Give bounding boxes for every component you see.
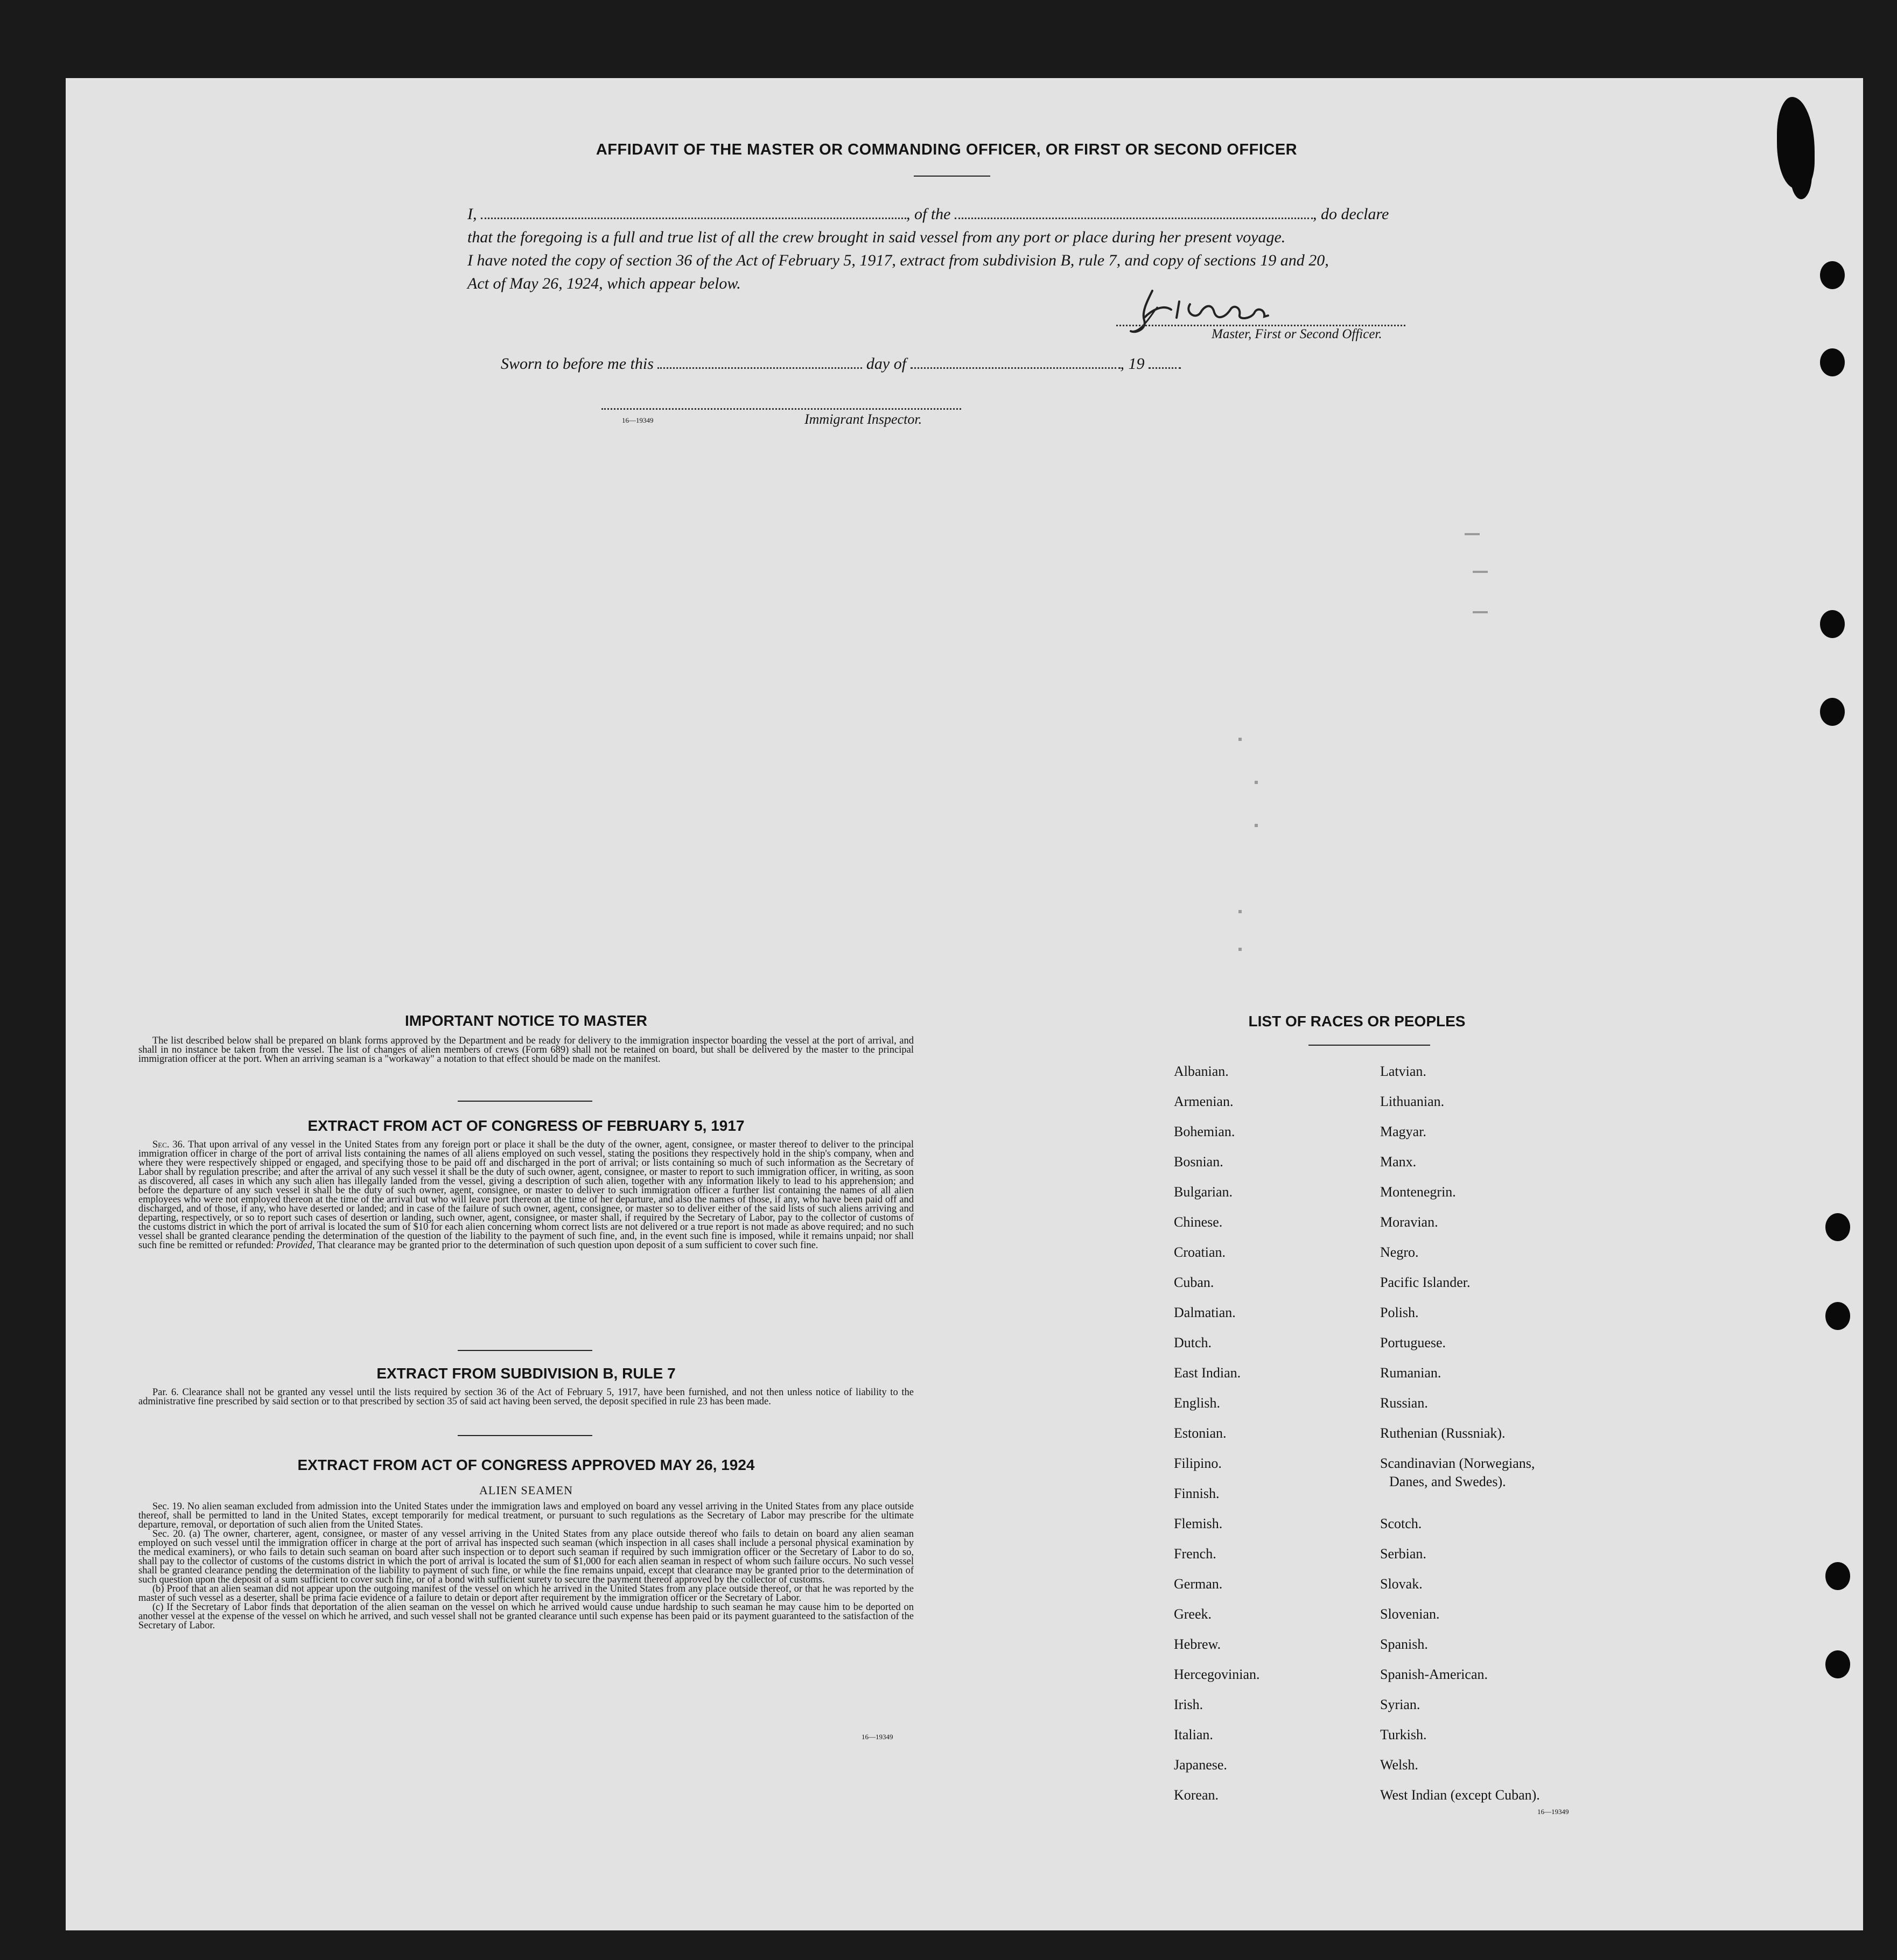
sworn-prefix: Sworn to before me this	[501, 355, 654, 373]
race-item: Croatian.	[1174, 1244, 1226, 1260]
race-item: Syrian.	[1380, 1697, 1420, 1712]
affidavit-title: AFFIDAVIT OF THE MASTER OR COMMANDING OFFICER, OR FIRST OR SECOND OFFICER	[596, 141, 1298, 158]
races-title: LIST OF RACES OR PEOPLES	[1248, 1013, 1466, 1030]
bleed-through-mark	[1238, 738, 1242, 741]
races-form-number: 16—19349	[1537, 1808, 1569, 1816]
section-divider	[458, 1350, 592, 1351]
sec20a-paragraph: Sec. 20. (a) The owner, charterer, agent, consignee, or master of any vessel arriving in the United States from any place outside thereof who fails to detain on board any alien seaman employed on such vessel until the immigration officer in charge at the port of arrival has inspected such seaman (which inspection in all cases shall include a personal physical examination by the medical examiners), or who fails to detain such seaman on board after such inspection or to deport such seaman if required by such immigration officer or the Secretary of Labor to do so, shall pay to the collector of customs of the customs district in which the port of arrival is located the sum of $1,000 for each alien seaman in respect of whom such failure occurs. No such vessel shall be granted clearance pending the determination of the liability to payment of such fine, or while the fine remains unpaid, except that clearance may be granted prior to the determination of such question upon the deposit of a sum sufficient to cover such fine, or of a bond with sufficient surety to secure the payment thereof approved by the collector of customs.	[138, 1529, 914, 1585]
races-title-underline	[1308, 1045, 1430, 1046]
punch-hole	[1820, 261, 1845, 289]
race-item: East Indian.	[1174, 1365, 1241, 1381]
signature-caption: Master, First or Second Officer.	[1212, 327, 1382, 341]
race-item: Rumanian.	[1380, 1365, 1441, 1381]
sec20b-paragraph: (b) Proof that an alien seaman did not appear upon the outgoing manifest of the vessel on which he arrived in the United States from any place outside thereof, or that he was reported by the master of such vessel as a deserter, shall be prima facie evidence of a failure to detain or deport after requirement by the immigration officer or the Secretary of Labor.	[138, 1584, 914, 1604]
race-item: English.	[1174, 1395, 1220, 1411]
race-item: Armenian.	[1174, 1094, 1234, 1109]
vessel-blank[interactable]	[955, 218, 1313, 219]
race-item: Scotch.	[1380, 1516, 1422, 1531]
race-item: Slovak.	[1380, 1576, 1423, 1592]
race-item: Ruthenian (Russniak).	[1380, 1425, 1506, 1441]
section-divider	[458, 1435, 592, 1436]
extract-1917-body: That upon arrival of any vessel in the United States from any foreign port or place it shall be the duty of the owner, agent, consignee, or master thereof to deliver to the principal immigration officer in charge of the port of arrival lists containing the names of all aliens employed on such vessel, stating the positions they respectively hold in the ship's company, when and where they were respectively shipped or engaged, and specifying those to be paid off and discharged in the port of arrival; or lists containing so much of such information as the Secretary of Labor shall by regulation prescribe; and after the arrival of any such vessel it shall be the duty of such owner, agent, consignee, or master to report to such immigration officer, in writing, as soon as discovered, all cases in which any such alien has illegally landed from the vessel, giving a description of such alien, together with any information likely to lead to his apprehension; and before the departure of any such vessel it shall be the duty of such owner, agent, consignee, or master to deliver to such immigration officer a further list containing the names of all alien employees who were not employed thereon at the time of the arrival but who will leave port thereon at the time of her departure, and also the names of those, if any, who have been paid off and discharged, and of those, if any, who have deserted or landed; and in case of the failure of such owner, agent, consignee, or master so to deliver either of the said lists of such aliens arriving and departing, respectively, or so to report such cases of desertion or landing, such owner, agent, consignee, or master shall, if required by the Secretary of Labor, pay to the collector of customs of the customs district in which the port of arrival is located the sum of $10 for each alien concerning whom correct lists are not delivered or a true report is not made as above required; and no such vessel shall be granted clearance pending the determination of the question of the liability to the payment of such fine, and, in the event such fine is imposed, while it remains unpaid; nor shall such fine be remitted or refunded:	[138, 1139, 914, 1251]
extract-rule7-text	[138, 1388, 914, 1406]
race-item: Spanish.	[1380, 1636, 1428, 1652]
bleed-through-mark	[1255, 824, 1258, 827]
sworn-month-blank[interactable]	[911, 367, 1121, 369]
race-item: Negro.	[1380, 1244, 1419, 1260]
race-item: Chinese.	[1174, 1214, 1223, 1230]
extract-1917-title: EXTRACT FROM ACT OF CONGRESS OF FEBRUARY 5, 1917	[307, 1117, 745, 1134]
race-item: French.	[1174, 1546, 1216, 1562]
race-item: Estonian.	[1174, 1425, 1227, 1441]
race-item: Serbian.	[1380, 1546, 1426, 1562]
race-item: Portuguese.	[1380, 1335, 1446, 1350]
extract-1917-paragraph	[138, 1140, 914, 1250]
race-item: Danes, and Swedes).	[1389, 1474, 1506, 1489]
signature-line	[1116, 325, 1405, 326]
punch-hole	[1820, 610, 1845, 638]
race-item: Scandinavian (Norwegians,	[1380, 1455, 1535, 1471]
race-item: Montenegrin.	[1380, 1184, 1456, 1200]
race-item: Cuban.	[1174, 1275, 1214, 1290]
race-item: West Indian (except Cuban).	[1380, 1787, 1540, 1803]
affidavit-line-3: I have noted the copy of section 36 of the Act of February 5, 1917, extract from subdivision B, rule 7, and copy of sections 19 and 20,	[467, 251, 1329, 269]
race-item: Manx.	[1380, 1154, 1417, 1170]
affidavit-declare: , do declare	[1313, 205, 1389, 223]
race-item: Filipino.	[1174, 1455, 1222, 1471]
race-item: Welsh.	[1380, 1757, 1418, 1773]
punch-hole	[1820, 348, 1845, 376]
race-item: Greek.	[1174, 1606, 1212, 1622]
race-item: Latvian.	[1380, 1063, 1426, 1079]
punch-hole	[1825, 1562, 1850, 1590]
race-item: German.	[1174, 1576, 1223, 1592]
punch-hole	[1825, 1302, 1850, 1330]
bleed-through-mark	[1465, 533, 1480, 535]
bleed-through-mark	[1238, 910, 1242, 913]
punch-hole	[1820, 698, 1845, 726]
extract-form-number: 16—19349	[862, 1733, 893, 1741]
race-item: Bohemian.	[1174, 1124, 1235, 1139]
race-item: Finnish.	[1174, 1486, 1220, 1501]
race-item: Turkish.	[1380, 1727, 1427, 1742]
affidavit-of-the: , of the	[906, 205, 951, 223]
race-item: Slovenian.	[1380, 1606, 1440, 1622]
race-item: Polish.	[1380, 1305, 1419, 1320]
sworn-year-blank[interactable]	[1149, 367, 1181, 369]
notice-text	[138, 1037, 914, 1064]
extract-1924-subtitle: ALIEN SEAMEN	[479, 1483, 573, 1497]
extract-1917-sec: Sec. 36.	[152, 1139, 185, 1150]
sworn-year: , 19	[1120, 355, 1145, 373]
race-item: Hebrew.	[1174, 1636, 1221, 1652]
affidavit-i: I,	[467, 205, 477, 223]
punch-hole	[1825, 1650, 1850, 1678]
affidavit-form-number: 16—19349	[622, 416, 654, 424]
extract-rule7-paragraph: Par. 6. Clearance shall not be granted any vessel until the lists required by section 36 of the Act of February 5, 1917, have been furnished, and not then unless notice of liability to the administrative fine prescribed by said section or to that prescribed by section 35 of said act having been served, the deposit specified in rule 23 has been made.	[138, 1387, 914, 1407]
name-blank[interactable]	[481, 218, 906, 219]
bleed-through-mark	[1473, 571, 1488, 573]
sworn-line	[501, 352, 1308, 376]
bleed-through-mark	[1238, 948, 1242, 951]
sec20c-paragraph: (c) If the Secretary of Labor finds that deportation of the alien seaman on the vessel on which he arrived would cause undue hardship to such seaman he may cause him to be deported on another vessel at the expense of the vessel on which he arrived, and such vessel shall not be granted clearance until such expense has been paid or its payment guaranteed to the satisfaction of the Secretary of Labor.	[138, 1602, 914, 1631]
sworn-day-of: day of	[866, 355, 907, 373]
race-item: Bosnian.	[1174, 1154, 1223, 1170]
race-item: Albanian.	[1174, 1063, 1229, 1079]
race-item: Lithuanian.	[1380, 1094, 1445, 1109]
notice-title: IMPORTANT NOTICE TO MASTER	[404, 1012, 648, 1029]
race-item: Flemish.	[1174, 1516, 1223, 1531]
race-item: Spanish-American.	[1380, 1667, 1488, 1682]
bleed-through-mark	[1473, 611, 1488, 613]
title-underline	[914, 176, 990, 177]
inspector-caption: Immigrant Inspector.	[804, 411, 922, 427]
race-item: Moravian.	[1380, 1214, 1438, 1230]
race-item: Korean.	[1174, 1787, 1219, 1803]
race-item: Russian.	[1380, 1395, 1428, 1411]
affidavit-line-1	[467, 202, 1458, 226]
bleed-through-mark	[1255, 781, 1258, 784]
extract-1917-text	[138, 1140, 914, 1250]
extract-1924-text	[138, 1502, 914, 1630]
sworn-day-blank[interactable]	[657, 367, 862, 369]
extract-1924-title: EXTRACT FROM ACT OF CONGRESS APPROVED MAY 26, 1924	[297, 1457, 755, 1473]
extract-1917-proviso: Provided,	[276, 1240, 315, 1251]
torn-corner-mark	[1790, 151, 1812, 199]
extract-1917-proviso-rest: That clearance may be granted prior to the determination of such question upon deposit of a sum sufficient to cover such fine.	[317, 1240, 818, 1251]
race-item: Pacific Islander.	[1380, 1275, 1471, 1290]
notice-paragraph: The list described below shall be prepared on blank forms approved by the Department and be ready for delivery to the immigration inspector boarding the vessel at the port of arrival, and shall in no instance be taken from the vessel. The list of changes of alien members of crews (Form 689) shall not be retained on board, but shall be delivered by the master to the principal immigration officer at the port. When an arriving seaman is a "workaway" a notation to that effect should be made on the manifest.	[138, 1035, 914, 1065]
race-item: Japanese.	[1174, 1757, 1227, 1773]
punch-hole	[1825, 1213, 1850, 1241]
extract-rule7-title: EXTRACT FROM SUBDIVISION B, RULE 7	[376, 1365, 676, 1382]
race-item: Magyar.	[1380, 1124, 1426, 1139]
race-item: Dalmatian.	[1174, 1305, 1236, 1320]
section-divider	[458, 1101, 592, 1102]
inspector-signature-line	[601, 408, 961, 410]
sec19-paragraph: Sec. 19. No alien seaman excluded from admission into the United States under the immigration laws and employed on board any vessel arriving in the United States from any place outside thereof, shall be permitted to land in the United States, except temporarily for medical treatment, or pursuant to such regulations as the Secretary of Labor may prescribe for the ultimate departure, removal, or deportation of such alien from the United States.	[138, 1501, 914, 1530]
race-item: Bulgarian.	[1174, 1184, 1233, 1200]
race-item: Irish.	[1174, 1697, 1203, 1712]
affidavit-line-4: Act of May 26, 1924, which appear below.	[467, 275, 741, 292]
affidavit-line-2: that the foregoing is a full and true list of all the crew brought in said vessel from any port or place during her present voyage.	[467, 228, 1286, 246]
race-item: Hercegovinian.	[1174, 1667, 1260, 1682]
race-item: Dutch.	[1174, 1335, 1212, 1350]
race-item: Italian.	[1174, 1727, 1213, 1742]
